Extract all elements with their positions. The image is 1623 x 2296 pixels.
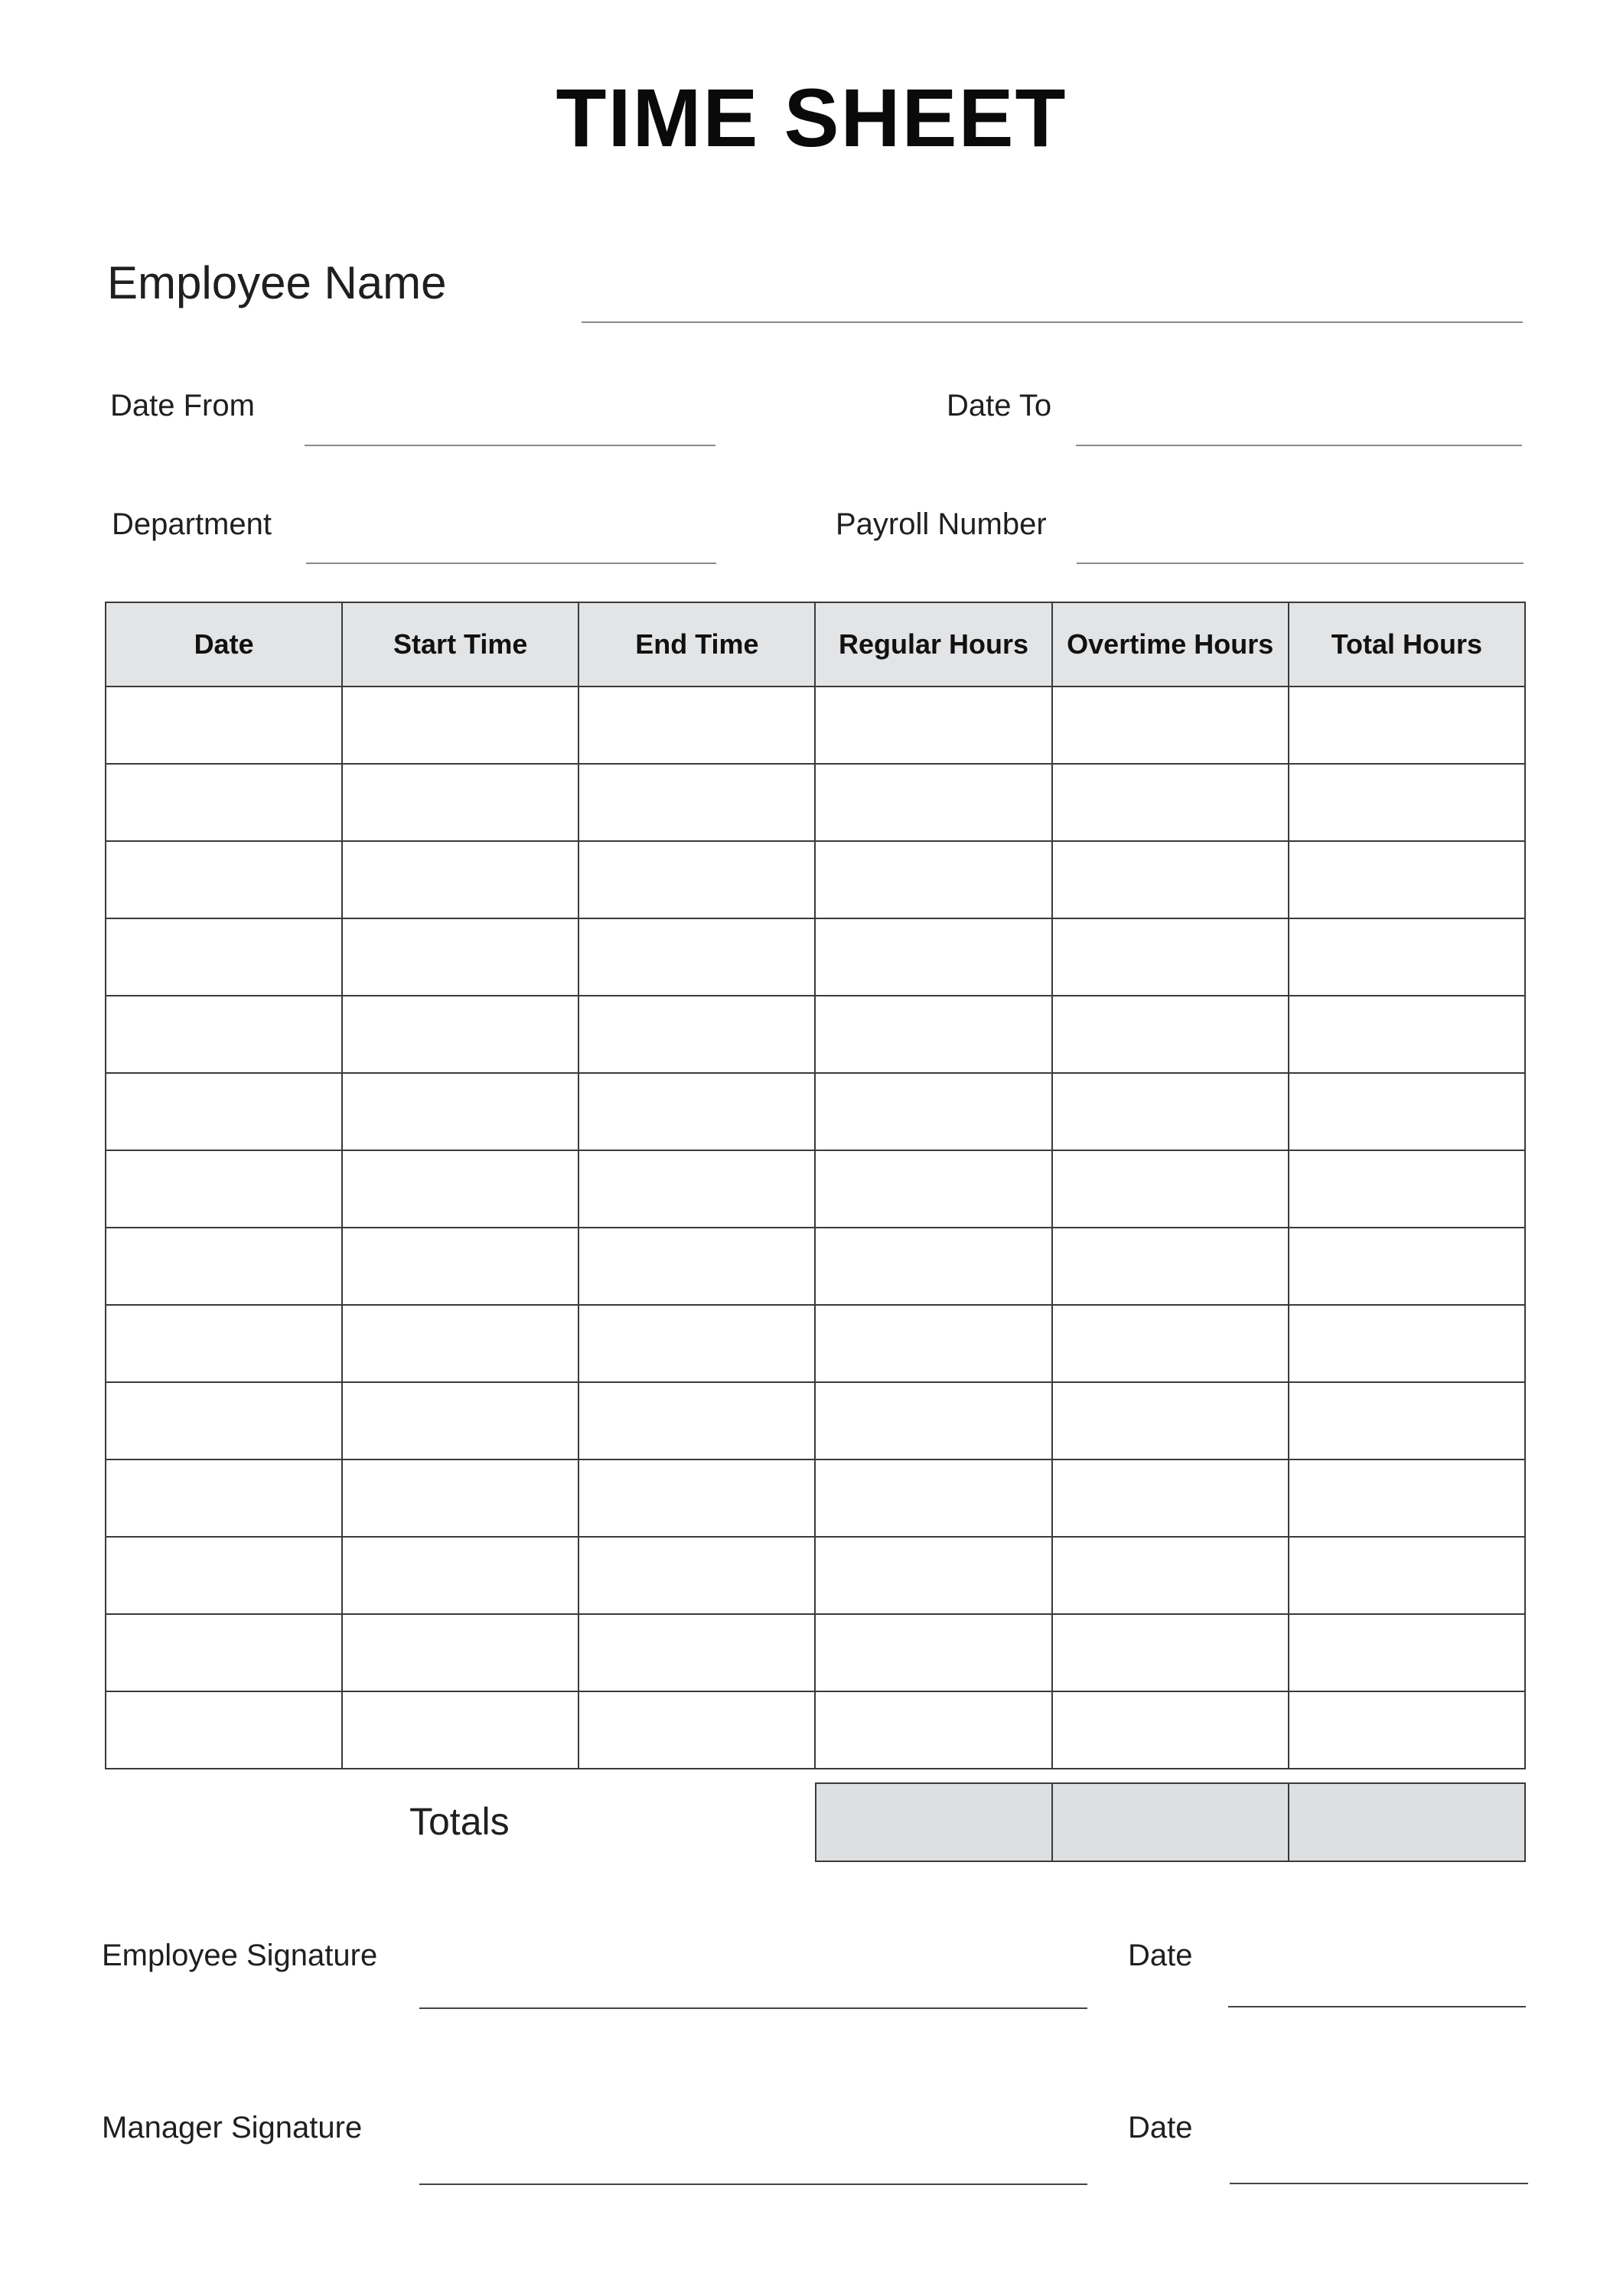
column-header-start-time: Start Time (342, 602, 578, 687)
totals-label: Totals (409, 1800, 510, 1843)
table-row (106, 918, 1525, 996)
page-title: TIME SHEET (556, 71, 1067, 164)
end-time-cell[interactable] (578, 1459, 815, 1537)
column-header-total-hours: Total Hours (1289, 602, 1525, 687)
end-time-cell[interactable] (578, 1691, 815, 1769)
regular-hours-cell[interactable] (815, 1614, 1051, 1691)
date-cell[interactable] (106, 687, 342, 764)
start-time-cell[interactable] (342, 764, 578, 841)
date-cell[interactable] (106, 1228, 342, 1305)
overtime-hours-cell[interactable] (1052, 1228, 1289, 1305)
overtime-hours-cell[interactable] (1052, 1382, 1289, 1459)
table-row (106, 841, 1525, 918)
date-to-line[interactable] (1076, 445, 1522, 446)
start-time-cell[interactable] (342, 1073, 578, 1150)
date-from-label: Date From (110, 389, 255, 422)
total-hours-cell[interactable] (1289, 918, 1525, 996)
table-row (106, 1150, 1525, 1228)
regular-hours-cell[interactable] (815, 1459, 1051, 1537)
totals-row (816, 1783, 1525, 1861)
start-time-cell[interactable] (342, 1537, 578, 1614)
date-cell[interactable] (106, 1691, 342, 1769)
total-hours-cell[interactable] (1289, 1459, 1525, 1537)
date-cell[interactable] (106, 1382, 342, 1459)
overtime-hours-cell[interactable] (1052, 1150, 1289, 1228)
end-time-cell[interactable] (578, 1382, 815, 1459)
regular-hours-cell[interactable] (815, 1691, 1051, 1769)
start-time-cell[interactable] (342, 1150, 578, 1228)
end-time-cell[interactable] (578, 918, 815, 996)
total-hours-cell[interactable] (1289, 996, 1525, 1073)
date-cell[interactable] (106, 1150, 342, 1228)
start-time-cell[interactable] (342, 1228, 578, 1305)
table-row (106, 1691, 1525, 1769)
overtime-hours-cell[interactable] (1052, 1691, 1289, 1769)
table-row (106, 764, 1525, 841)
regular-hours-cell[interactable] (815, 841, 1051, 918)
column-header-end-time: End Time (578, 602, 815, 687)
column-header-overtime-hours: Overtime Hours (1052, 602, 1289, 687)
end-time-cell[interactable] (578, 841, 815, 918)
regular-hours-cell[interactable] (815, 1382, 1051, 1459)
table-row (106, 1305, 1525, 1382)
payroll-number-label: Payroll Number (836, 507, 1047, 541)
date-cell[interactable] (106, 841, 342, 918)
overtime-hours-cell[interactable] (1052, 918, 1289, 996)
table-row (106, 1459, 1525, 1537)
employee-signature-date-label: Date (1128, 1939, 1193, 1972)
end-time-cell[interactable] (578, 1150, 815, 1228)
date-to-label: Date To (947, 389, 1052, 422)
manager-signature-label: Manager Signature (102, 2111, 363, 2144)
regular-hours-cell[interactable] (815, 1228, 1051, 1305)
table-header-row (106, 602, 1525, 687)
start-time-cell[interactable] (342, 1459, 578, 1537)
total-overtime-hours-cell[interactable] (1052, 1783, 1289, 1861)
start-time-cell[interactable] (342, 1305, 578, 1382)
table-row (106, 687, 1525, 764)
manager-signature-date-line[interactable] (1230, 2183, 1528, 2184)
date-cell[interactable] (106, 996, 342, 1073)
date-cell[interactable] (106, 1537, 342, 1614)
employee-signature-label: Employee Signature (102, 1939, 378, 1972)
employee-signature-date-line[interactable] (1228, 2006, 1526, 2007)
column-header-regular-hours: Regular Hours (815, 602, 1051, 687)
table-row (106, 1073, 1525, 1150)
date-cell[interactable] (106, 1459, 342, 1537)
end-time-cell[interactable] (578, 996, 815, 1073)
end-time-cell[interactable] (578, 764, 815, 841)
total-hours-cell[interactable] (1289, 1150, 1525, 1228)
total-hours-cell[interactable] (1289, 1783, 1525, 1861)
start-time-cell[interactable] (342, 1614, 578, 1691)
end-time-cell[interactable] (578, 1614, 815, 1691)
payroll-number-line[interactable] (1077, 563, 1524, 564)
table-row (106, 1228, 1525, 1305)
end-time-cell[interactable] (578, 687, 815, 764)
overtime-hours-cell[interactable] (1052, 1537, 1289, 1614)
date-cell[interactable] (106, 1614, 342, 1691)
employee-signature-line[interactable] (419, 2007, 1087, 2009)
regular-hours-cell[interactable] (815, 1305, 1051, 1382)
regular-hours-cell[interactable] (815, 1537, 1051, 1614)
regular-hours-cell[interactable] (815, 918, 1051, 996)
overtime-hours-cell[interactable] (1052, 996, 1289, 1073)
regular-hours-cell[interactable] (815, 687, 1051, 764)
total-hours-cell[interactable] (1289, 1691, 1525, 1769)
regular-hours-cell[interactable] (815, 996, 1051, 1073)
end-time-cell[interactable] (578, 1073, 815, 1150)
end-time-cell[interactable] (578, 1305, 815, 1382)
column-header-date: Date (106, 602, 342, 687)
start-time-cell[interactable] (342, 841, 578, 918)
total-hours-cell[interactable] (1289, 1537, 1525, 1614)
overtime-hours-cell[interactable] (1052, 1459, 1289, 1537)
overtime-hours-cell[interactable] (1052, 687, 1289, 764)
overtime-hours-cell[interactable] (1052, 841, 1289, 918)
total-hours-cell[interactable] (1289, 1305, 1525, 1382)
manager-signature-date-label: Date (1128, 2111, 1193, 2144)
department-line[interactable] (306, 563, 716, 564)
table-row (106, 1537, 1525, 1614)
table-row (106, 1614, 1525, 1691)
timesheet-table (105, 602, 1526, 1769)
end-time-cell[interactable] (578, 1537, 815, 1614)
date-cell[interactable] (106, 918, 342, 996)
date-cell[interactable] (106, 1073, 342, 1150)
table-row (106, 1382, 1525, 1459)
department-label: Department (112, 507, 272, 541)
employee-name-label: Employee Name (107, 257, 447, 308)
date-cell[interactable] (106, 1305, 342, 1382)
start-time-cell[interactable] (342, 1691, 578, 1769)
manager-signature-line[interactable] (419, 2183, 1087, 2185)
regular-hours-cell[interactable] (815, 1150, 1051, 1228)
overtime-hours-cell[interactable] (1052, 1614, 1289, 1691)
overtime-hours-cell[interactable] (1052, 764, 1289, 841)
overtime-hours-cell[interactable] (1052, 1305, 1289, 1382)
totals-table (815, 1782, 1526, 1862)
employee-name-line[interactable] (582, 321, 1523, 323)
start-time-cell[interactable] (342, 918, 578, 996)
start-time-cell[interactable] (342, 996, 578, 1073)
total-hours-cell[interactable] (1289, 1614, 1525, 1691)
total-hours-cell[interactable] (1289, 1382, 1525, 1459)
total-hours-cell[interactable] (1289, 687, 1525, 764)
total-hours-cell[interactable] (1289, 1228, 1525, 1305)
end-time-cell[interactable] (578, 1228, 815, 1305)
total-regular-hours-cell[interactable] (816, 1783, 1052, 1861)
total-hours-cell[interactable] (1289, 1073, 1525, 1150)
start-time-cell[interactable] (342, 687, 578, 764)
table-row (106, 996, 1525, 1073)
regular-hours-cell[interactable] (815, 764, 1051, 841)
total-hours-cell[interactable] (1289, 764, 1525, 841)
regular-hours-cell[interactable] (815, 1073, 1051, 1150)
date-from-line[interactable] (305, 445, 715, 446)
overtime-hours-cell[interactable] (1052, 1073, 1289, 1150)
total-hours-cell[interactable] (1289, 841, 1525, 918)
date-cell[interactable] (106, 764, 342, 841)
start-time-cell[interactable] (342, 1382, 578, 1459)
